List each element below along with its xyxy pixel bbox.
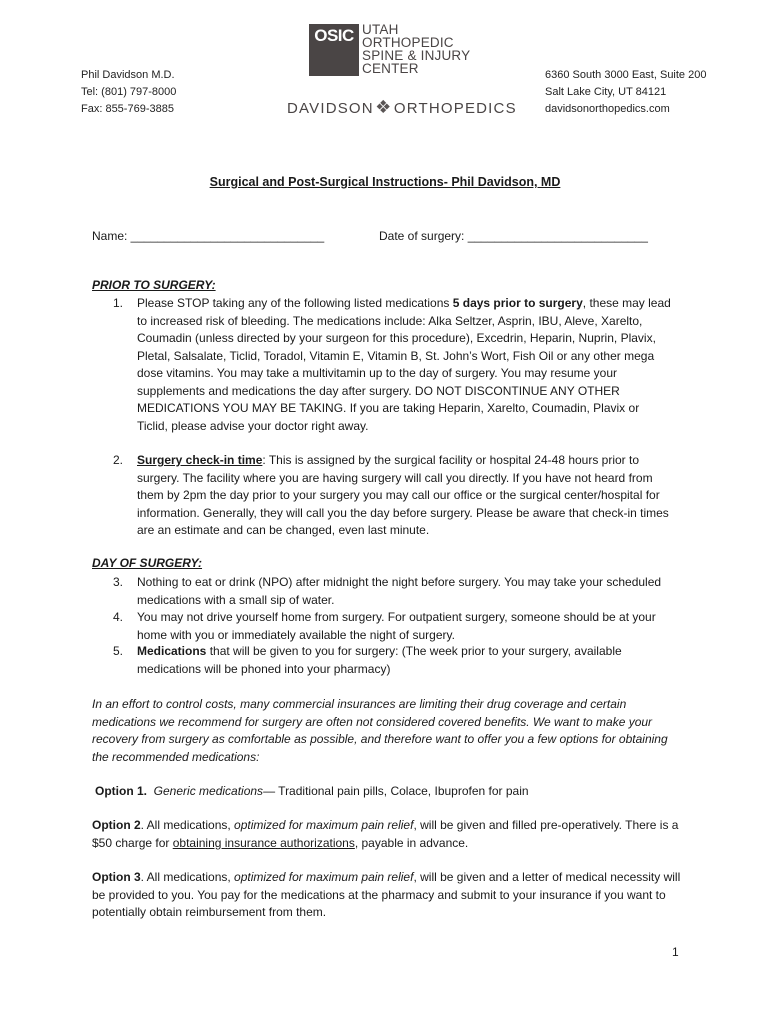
logo-line: SPINE & INJURY — [362, 48, 471, 63]
city: Salt Lake City, UT 84121 — [545, 86, 667, 98]
list-item — [113, 574, 673, 609]
logo-line: ORTHOPEDIC — [362, 35, 454, 50]
website: davidsonorthopedics.com — [545, 103, 670, 115]
section-heading-day: DAY OF SURGERY: — [92, 556, 203, 570]
date-of-surgery-field: Date of surgery: ___________________________ — [379, 229, 648, 243]
list-item — [113, 452, 673, 540]
list-item — [113, 643, 673, 678]
logo-emblem-icon: ❖ — [375, 97, 393, 117]
section-heading-prior: PRIOR TO SURGERY: — [92, 278, 216, 292]
list-item — [113, 295, 673, 435]
osic-logo-text — [362, 23, 470, 75]
item-number: 1. — [113, 296, 124, 310]
practice-address — [545, 67, 706, 118]
item-text: Medications that will be given to you for surgery: (The week prior to your surgery, available medications will be phoned into your pharmacy) — [137, 644, 622, 676]
item-text: You may not drive yourself home from surgery. For outpatient surgery, someone should be at your home with you or immediately available the night of surgery. — [137, 610, 656, 642]
item-text: Surgery check-in time: This is assigned by the surgical facility or hospital 24-48 hours prior to surgery. The facility where you are having surgery will call you directly. If you have not heard from them by 2pm the day prior to your surgery you may call our office or the surgical center/hospital for information. Generally, they will call you the day before surgery. Please be aware that check-in times are an estimate and can be changed, even last minute. — [137, 453, 669, 537]
item-text: Please STOP taking any of the following listed medications 5 days prior to surgery, these may lead to increased risk of bleeding. The medications include: Alka Seltzer, Asprin, IBU, Aleve, Xarelto, Coumadin (unless directed by your surgeon for this procedure), Excedrin, Heparin, Nuprin, Plavix, Pletal, Salsalate, Ticlid, Toradol, Vitamin E, Vitamin B, St. John’s Wort, Fish Oil or any other mega dose vitamins. You may take a multivitamin up to the day of surgery. You may resume your supplements and medications the day after surgery. DO NOT DISCONTINUE ANY OTHER MEDICATIONS YOU MAY BE TAKING. If you are taking Heparin, Xarelto, Coumadin, Plavix or Ticlid, please advise your doctor right away. — [137, 296, 671, 433]
name-field: Name: _____________________________ — [92, 229, 325, 243]
option-1: Option 1. Generic medications— Traditional pain pills, Colace, Ibuprofen for pain — [95, 784, 529, 798]
option-2: Option 2. All medications, optimized for maximum pain relief, will be given and filled pre-operatively. There is a $50 charge for obtaining insurance authorizations, payable in advance. — [92, 818, 679, 850]
list-item — [113, 609, 673, 644]
doctor-name: Phil Davidson M.D. — [81, 69, 175, 81]
street: 6360 South 3000 East, Suite 200 — [545, 69, 707, 81]
logo-line: UTAH — [362, 22, 399, 37]
item-number: 5. — [113, 644, 124, 658]
davidson-orthopedics-logo — [287, 97, 517, 118]
item-number: 4. — [113, 610, 124, 624]
option-3: Option 3. All medications, optimized for maximum pain relief, will be given and a letter of medical necessity will be provided to you. You pay for the medications at the pharmacy and submit to your insurance if you want to potentially obtain reimbursement from them. — [92, 870, 681, 919]
fax: Fax: 855-769-3885 — [81, 103, 174, 115]
item-text: Nothing to eat or drink (NPO) after midnight the night before surgery. You may take your scheduled medications with a small sip of water. — [137, 575, 662, 607]
phone: Tel: (801) 797-8000 — [81, 86, 177, 98]
logo-word-right: ORTHOPEDICS — [393, 100, 517, 117]
logo-word-left: DAVIDSON — [287, 100, 374, 117]
item-number: 2. — [113, 453, 124, 467]
page-number: 1 — [672, 945, 679, 959]
insurance-intro: In an effort to control costs, many commercial insurances are limiting their drug coverage and certain medications we recommend for surgery are often not considered covered benefits. We want to make your recovery from surgery as comfortable as possible, and therefore want to offer you a few options for obtaining the recommended medications: — [92, 697, 668, 764]
page-title: Surgical and Post-Surgical Instructions- Phil Davidson, MD — [209, 175, 561, 189]
practice-contact — [81, 67, 176, 118]
logo-line: CENTER — [362, 61, 419, 76]
item-number: 3. — [113, 575, 124, 589]
osic-logo-abbrev: OSIC — [314, 26, 354, 45]
